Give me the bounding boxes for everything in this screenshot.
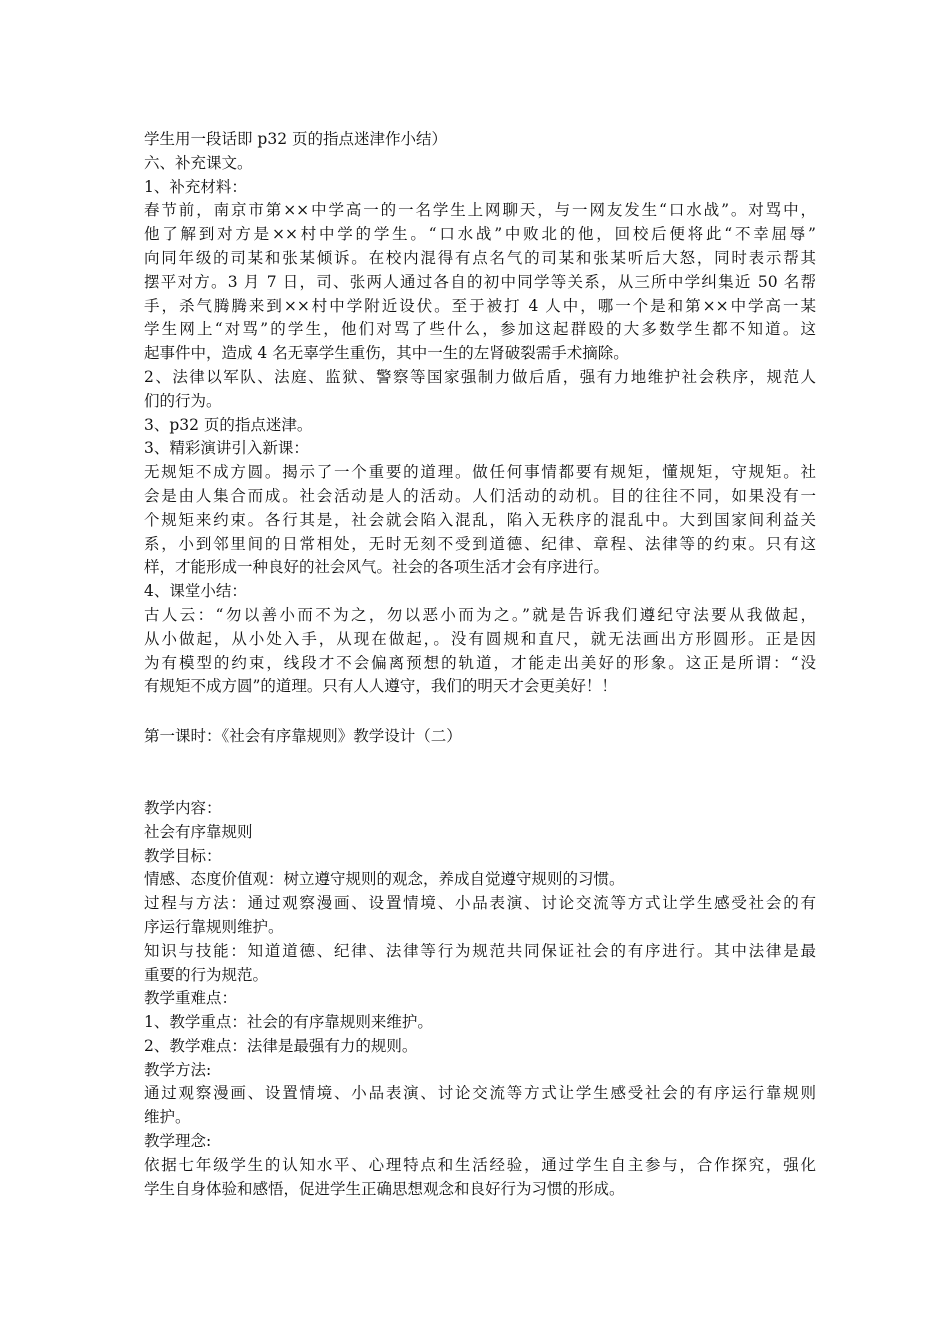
text-line: 系，小到邻里间的日常相处，无时无刻不受到道德、纪律、章程、法律等的约束。只有这 <box>144 534 816 553</box>
text-line: 为有模型的约束，线段才不会偏离预想的轨道，才能走出美好的形象。这正是所谓：“没 <box>144 653 816 672</box>
text-line: 古人云：“勿以善小而不为之，勿以恶小而为之。”就是告诉我们遵纪守法要从我做起， <box>144 605 816 624</box>
text-line: 教学理念: <box>144 1132 212 1151</box>
text-line: 学生自身体验和感悟，促进学生正确思想观念和良好行为习惯的形成。 <box>144 1179 625 1198</box>
text-line: 维护。 <box>144 1108 191 1127</box>
text-line: 序运行靠规则维护。 <box>144 917 284 936</box>
text-line: 向同年级的司某和张某倾诉。在校内混得有点名气的司某和张某听后大怒，同时表示帮其 <box>144 248 816 267</box>
text-line: 会是由人集合而成。社会活动是人的活动。人们活动的动机。目的往往不同，如果没有一 <box>144 486 816 505</box>
text-line: 4、课堂小结： <box>144 582 247 601</box>
document-page <box>144 128 816 1201</box>
text-line: 无规矩不成方圆。揭示了一个重要的道理。做任何事情都要有规矩，懂规矩，守规矩。社 <box>144 463 816 482</box>
text-line: 1、补充材料： <box>144 177 247 196</box>
text-line: 春节前，南京市第××中学高一的一名学生上网聊天，与一网友发生“口水战”。对骂中， <box>144 201 816 220</box>
text-line: 知识与技能：知道道德、纪律、法律等行为规范共同保证社会的有序进行。其中法律是最 <box>144 941 816 960</box>
text-line: 过程与方法：通过观察漫画、设置情境、小品表演、讨论交流等方式让学生感受社会的有 <box>144 894 816 913</box>
text-line: 教学内容： <box>144 798 222 817</box>
text-line: 3、p32 页的指点迷津。 <box>144 415 313 434</box>
text-line: 个规矩来约束。各行其是，社会就会陷入混乱，陷入无秩序的混乱中。大到国家间利益关 <box>144 510 816 529</box>
text-line: 们的行为。 <box>144 391 222 410</box>
text-line: 起事件中，造成 4 名无辜学生重伤，其中一生的左肾破裂需手术摘除。 <box>144 344 629 363</box>
text-line: 教学目标： <box>144 846 222 865</box>
text-line: 2、法律以军队、法庭、监狱、警察等国家强制力做后盾，强有力地维护社会秩序，规范人 <box>144 367 816 386</box>
text-line: 重要的行为规范。 <box>144 965 269 984</box>
text-line: 社会有序靠规则 <box>144 822 253 841</box>
text-line: 2、教学难点：法律是最强有力的规则。 <box>144 1036 418 1055</box>
text-line: 样，才能形成一种良好的社会风气。社会的各项生活才会有序进行。 <box>144 558 610 577</box>
text-line: 摆平对方。3 月 7 日，司、张两人通过各自的初中同学等关系，从三所中学纠集近 50 名帮 <box>144 272 816 291</box>
text-line: 情感、态度价值观：树立遵守规则的观念，养成自觉遵守规则的习惯。 <box>144 870 625 889</box>
text-line: 第一课时：《社会有序靠规则》教学设计（二） <box>144 727 462 746</box>
text-line: 他了解到对方是××村中学的学生。“口水战”中败北的他，回校后便将此“不幸屈辱” <box>144 225 816 244</box>
text-line: 3、精彩演讲引入新课： <box>144 439 309 458</box>
text-line: 六、补充课文。 <box>144 153 253 172</box>
text-line: 有规矩不成方圆”的道理。只有人人遵守，我们的明天才会更美好！！ <box>144 677 617 696</box>
text-line: 从小做起，从小处入手，从现在做起，。没有圆规和直尺，就无法画出方形圆形。正是因 <box>144 629 816 648</box>
text-line: 手，杀气腾腾来到××村中学附近设伏。至于被打 4 人中，哪一个是和第××中学高一某 <box>144 296 816 315</box>
text-line: 教学方法: <box>144 1060 212 1079</box>
paragraph-spacer <box>144 699 816 725</box>
text-line: 教学重难点： <box>144 989 238 1008</box>
text-line: 依据七年级学生的认知水平、心理特点和生活经验，通过学生自主参与，合作探究，强化 <box>144 1155 816 1174</box>
text-line: 学生用一段话即 p32 页的指点迷津作小结） <box>144 130 448 148</box>
text-line: 学生网上“对骂”的学生，他们对骂了些什么，参加这起群殴的大多数学生都不知道。这 <box>144 320 816 339</box>
section-spacer <box>144 749 816 797</box>
text-line: 1、教学重点：社会的有序靠规则来维护。 <box>144 1013 433 1032</box>
text-line: 通过观察漫画、设置情境、小品表演、讨论交流等方式让学生感受社会的有序运行靠规则 <box>144 1084 816 1103</box>
